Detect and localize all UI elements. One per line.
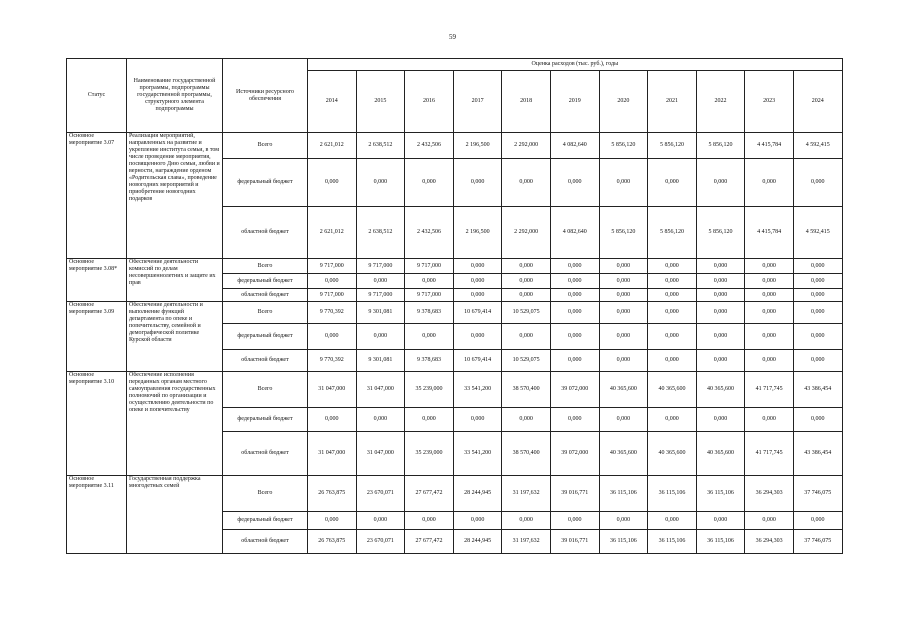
funding-source: областной бюджет (223, 207, 308, 259)
expense-value: 0,000 (356, 408, 405, 432)
expense-value: 0,000 (356, 159, 405, 207)
expense-value: 35 239,000 (405, 432, 454, 476)
expense-value: 39 072,000 (550, 372, 599, 408)
expense-value: 0,000 (599, 289, 648, 302)
expense-value: 0,000 (599, 274, 648, 289)
funding-source: федеральный бюджет (223, 159, 308, 207)
expense-value: 0,000 (745, 324, 794, 350)
expense-value: 4 592,415 (793, 207, 842, 259)
header-year: 2017 (453, 71, 502, 133)
expense-value: 0,000 (550, 512, 599, 530)
activity-status: Основное мероприятие 3.07 (67, 133, 127, 259)
expense-value: 9 770,392 (308, 350, 357, 372)
expense-value: 0,000 (550, 302, 599, 324)
expense-value: 35 239,000 (405, 372, 454, 408)
activity-status: Основное мероприятие 3.09 (67, 302, 127, 372)
expense-value: 0,000 (599, 324, 648, 350)
expense-value: 0,000 (502, 259, 551, 274)
expense-value: 0,000 (308, 159, 357, 207)
expense-value: 0,000 (793, 350, 842, 372)
expense-value: 40 365,600 (696, 372, 745, 408)
expense-value: 0,000 (453, 408, 502, 432)
table-body (67, 133, 843, 554)
expense-value: 0,000 (696, 302, 745, 324)
expense-value: 0,000 (405, 274, 454, 289)
header-estimate: Оценка расходов (тыс. руб.), годы (308, 59, 843, 71)
expense-value: 26 763,875 (308, 530, 357, 554)
expense-value: 0,000 (745, 274, 794, 289)
expense-value: 0,000 (356, 324, 405, 350)
expense-value: 39 016,771 (550, 530, 599, 554)
expense-value: 5 856,120 (696, 207, 745, 259)
expense-value: 0,000 (745, 350, 794, 372)
expense-value: 0,000 (745, 289, 794, 302)
expense-value: 9 717,000 (356, 289, 405, 302)
expense-value: 10 529,075 (502, 302, 551, 324)
table-row (67, 302, 843, 324)
funding-source: областной бюджет (223, 350, 308, 372)
header-year: 2016 (405, 71, 454, 133)
expense-value: 40 365,600 (696, 432, 745, 476)
expense-value: 37 746,075 (793, 476, 842, 512)
expense-value: 9 378,683 (405, 302, 454, 324)
expense-value: 31 047,000 (356, 432, 405, 476)
expense-value: 9 717,000 (308, 289, 357, 302)
expense-value: 0,000 (550, 259, 599, 274)
activity-status: Основное мероприятие 3.08* (67, 259, 127, 302)
activity-status: Основное мероприятие 3.10 (67, 372, 127, 476)
expense-value: 5 856,120 (696, 133, 745, 159)
expense-value: 0,000 (745, 408, 794, 432)
expense-value: 0,000 (696, 350, 745, 372)
activity-name: Государственная поддержка многодетных семей (127, 476, 223, 554)
expense-value: 36 115,106 (696, 530, 745, 554)
activity-status: Основное мероприятие 3.11 (67, 476, 127, 554)
expense-value: 2 196,500 (453, 133, 502, 159)
expense-value: 0,000 (648, 159, 697, 207)
expense-value: 5 856,120 (599, 133, 648, 159)
expense-value: 36 115,106 (648, 530, 697, 554)
expense-value: 0,000 (550, 324, 599, 350)
expense-value: 0,000 (793, 324, 842, 350)
activity-name: Обеспечение исполнения переданных органам местного самоуправления государственных полномочий по организации и осуществлению деятельности по опеке и попечительству (127, 372, 223, 476)
expense-value: 0,000 (308, 512, 357, 530)
expense-value: 0,000 (793, 274, 842, 289)
expense-value: 0,000 (745, 302, 794, 324)
table-header (67, 59, 843, 133)
expense-value: 40 365,600 (648, 432, 697, 476)
page-number: 59 (449, 33, 456, 41)
expense-value: 0,000 (502, 324, 551, 350)
expense-value: 0,000 (696, 289, 745, 302)
expense-value: 0,000 (502, 159, 551, 207)
expense-value: 0,000 (648, 274, 697, 289)
expense-value: 10 679,414 (453, 350, 502, 372)
expense-value: 0,000 (648, 350, 697, 372)
expense-value: 2 638,512 (356, 207, 405, 259)
expense-value: 9 301,081 (356, 350, 405, 372)
expense-value: 0,000 (648, 512, 697, 530)
table-row (67, 476, 843, 512)
header-year: 2020 (599, 71, 648, 133)
expense-value: 2 196,500 (453, 207, 502, 259)
header-year: 2024 (793, 71, 842, 133)
expense-value: 5 856,120 (648, 133, 697, 159)
expense-value: 38 570,400 (502, 432, 551, 476)
expense-value: 0,000 (405, 159, 454, 207)
header-year: 2015 (356, 71, 405, 133)
expense-value: 0,000 (793, 159, 842, 207)
expense-value: 0,000 (308, 274, 357, 289)
expense-value: 41 717,745 (745, 372, 794, 408)
expense-value: 9 717,000 (356, 259, 405, 274)
expense-value: 37 746,075 (793, 530, 842, 554)
expense-value: 4 082,640 (550, 133, 599, 159)
expense-value: 0,000 (793, 512, 842, 530)
expense-value: 0,000 (453, 274, 502, 289)
expense-value: 0,000 (453, 159, 502, 207)
header-year: 2019 (550, 71, 599, 133)
funding-source: федеральный бюджет (223, 408, 308, 432)
expense-value: 9 717,000 (405, 289, 454, 302)
expense-value: 0,000 (453, 289, 502, 302)
expense-value: 28 244,945 (453, 530, 502, 554)
expense-value: 36 294,303 (745, 530, 794, 554)
expense-value: 10 679,414 (453, 302, 502, 324)
expense-value: 0,000 (648, 302, 697, 324)
expense-value: 2 292,000 (502, 207, 551, 259)
expense-value: 40 365,600 (648, 372, 697, 408)
table-row (67, 259, 843, 274)
funding-source: областной бюджет (223, 530, 308, 554)
funding-source: Всего (223, 259, 308, 274)
expense-value: 0,000 (405, 408, 454, 432)
expense-value: 2 432,506 (405, 207, 454, 259)
expense-value: 4 592,415 (793, 133, 842, 159)
expense-value: 36 115,106 (599, 530, 648, 554)
funding-source: федеральный бюджет (223, 274, 308, 289)
expense-value: 2 292,000 (502, 133, 551, 159)
expense-value: 0,000 (550, 408, 599, 432)
expense-value: 4 082,640 (550, 207, 599, 259)
expense-value: 0,000 (745, 159, 794, 207)
expense-value: 0,000 (599, 512, 648, 530)
activity-name: Обеспечение деятельности и выполнение функций департамента по опеке и попечительству, семейной и демографической политике Курской области (127, 302, 223, 372)
expense-value: 9 717,000 (308, 259, 357, 274)
expense-value: 2 638,512 (356, 133, 405, 159)
expense-value: 0,000 (793, 259, 842, 274)
expense-value: 0,000 (356, 274, 405, 289)
expense-value: 0,000 (308, 408, 357, 432)
expense-value: 26 763,875 (308, 476, 357, 512)
expense-value: 0,000 (696, 408, 745, 432)
expense-value: 31 047,000 (308, 372, 357, 408)
activity-name: Реализация мероприятий, направленных на развитие и укрепление института семьи, в том числе проведение мероприятия, посвященного Дню семьи, любви и верности, награждение орденом «Родительская слава», проведение новогодних мероприятий и приобретение новогодних подарков (127, 133, 223, 259)
expense-value: 0,000 (453, 259, 502, 274)
expense-value: 23 670,071 (356, 530, 405, 554)
expense-value: 0,000 (599, 159, 648, 207)
table-row (67, 133, 843, 159)
expense-value: 33 541,200 (453, 432, 502, 476)
expense-value: 0,000 (308, 324, 357, 350)
expense-value: 2 432,506 (405, 133, 454, 159)
expense-value: 0,000 (405, 324, 454, 350)
expense-value: 0,000 (502, 274, 551, 289)
expense-value: 0,000 (696, 324, 745, 350)
expense-value: 0,000 (793, 289, 842, 302)
funding-source: областной бюджет (223, 432, 308, 476)
expense-value: 9 717,000 (405, 259, 454, 274)
expense-value: 0,000 (648, 259, 697, 274)
expense-value: 36 115,106 (599, 476, 648, 512)
expense-value: 0,000 (453, 324, 502, 350)
expense-value: 2 621,012 (308, 207, 357, 259)
expense-value: 36 115,106 (648, 476, 697, 512)
expense-value: 0,000 (696, 159, 745, 207)
activity-name: Обеспечение деятельности комиссий по делам несовершеннолетних и защите их прав (127, 259, 223, 302)
expense-value: 0,000 (502, 408, 551, 432)
expense-value: 0,000 (550, 159, 599, 207)
expense-value: 28 244,945 (453, 476, 502, 512)
expense-value: 0,000 (793, 408, 842, 432)
header-year: 2022 (696, 71, 745, 133)
expense-value: 31 047,000 (308, 432, 357, 476)
expense-value: 31 047,000 (356, 372, 405, 408)
header-year: 2021 (648, 71, 697, 133)
expense-value: 9 378,683 (405, 350, 454, 372)
expense-value: 27 677,472 (405, 530, 454, 554)
expense-value: 40 365,600 (599, 432, 648, 476)
expense-value: 0,000 (599, 350, 648, 372)
funding-source: областной бюджет (223, 289, 308, 302)
header-status: Статус (67, 59, 127, 133)
expense-value: 5 856,120 (648, 207, 697, 259)
expense-value: 0,000 (648, 408, 697, 432)
expense-value: 0,000 (648, 289, 697, 302)
expense-value: 5 856,120 (599, 207, 648, 259)
header-name: Наименование государственной программы, подпрограммы государственной программы, структурного элемента подпрограммы (127, 59, 223, 133)
expense-value: 31 197,632 (502, 476, 551, 512)
expense-value: 2 621,012 (308, 133, 357, 159)
expense-value: 0,000 (550, 350, 599, 372)
header-year: 2018 (502, 71, 551, 133)
expense-value: 0,000 (405, 512, 454, 530)
expense-value: 36 294,303 (745, 476, 794, 512)
expense-value: 9 301,081 (356, 302, 405, 324)
header-year: 2014 (308, 71, 357, 133)
expense-value: 0,000 (599, 259, 648, 274)
expense-value: 0,000 (745, 512, 794, 530)
expense-value: 33 541,200 (453, 372, 502, 408)
funding-source: Всего (223, 133, 308, 159)
expense-value: 40 365,600 (599, 372, 648, 408)
budget-table (66, 58, 843, 554)
expense-value: 27 677,472 (405, 476, 454, 512)
header-source: Источники ресурсного обеспечения (223, 59, 308, 133)
expense-value: 38 570,400 (502, 372, 551, 408)
funding-source: Всего (223, 302, 308, 324)
expense-value: 41 717,745 (745, 432, 794, 476)
expense-value: 0,000 (502, 512, 551, 530)
expense-value: 0,000 (453, 512, 502, 530)
expense-value: 9 770,392 (308, 302, 357, 324)
expense-value: 0,000 (599, 408, 648, 432)
expense-value: 0,000 (599, 302, 648, 324)
expense-value: 43 386,454 (793, 432, 842, 476)
funding-source: Всего (223, 476, 308, 512)
table-row (67, 372, 843, 408)
expense-value: 36 115,106 (696, 476, 745, 512)
expense-value: 0,000 (550, 274, 599, 289)
expense-value: 0,000 (696, 259, 745, 274)
expense-value: 10 529,075 (502, 350, 551, 372)
expense-value: 0,000 (648, 324, 697, 350)
expense-value: 39 072,000 (550, 432, 599, 476)
expense-value: 4 415,784 (745, 207, 794, 259)
expense-value: 0,000 (356, 512, 405, 530)
expense-value: 0,000 (550, 289, 599, 302)
expense-value: 0,000 (745, 259, 794, 274)
expense-value: 39 016,771 (550, 476, 599, 512)
expense-value: 0,000 (696, 512, 745, 530)
expense-value: 0,000 (793, 302, 842, 324)
expense-value: 31 197,632 (502, 530, 551, 554)
header-year: 2023 (745, 71, 794, 133)
expense-value: 43 386,454 (793, 372, 842, 408)
expense-value: 23 670,071 (356, 476, 405, 512)
expense-value: 0,000 (696, 274, 745, 289)
funding-source: Всего (223, 372, 308, 408)
funding-source: федеральный бюджет (223, 324, 308, 350)
funding-source: федеральный бюджет (223, 512, 308, 530)
expense-value: 4 415,784 (745, 133, 794, 159)
expense-value: 0,000 (502, 289, 551, 302)
